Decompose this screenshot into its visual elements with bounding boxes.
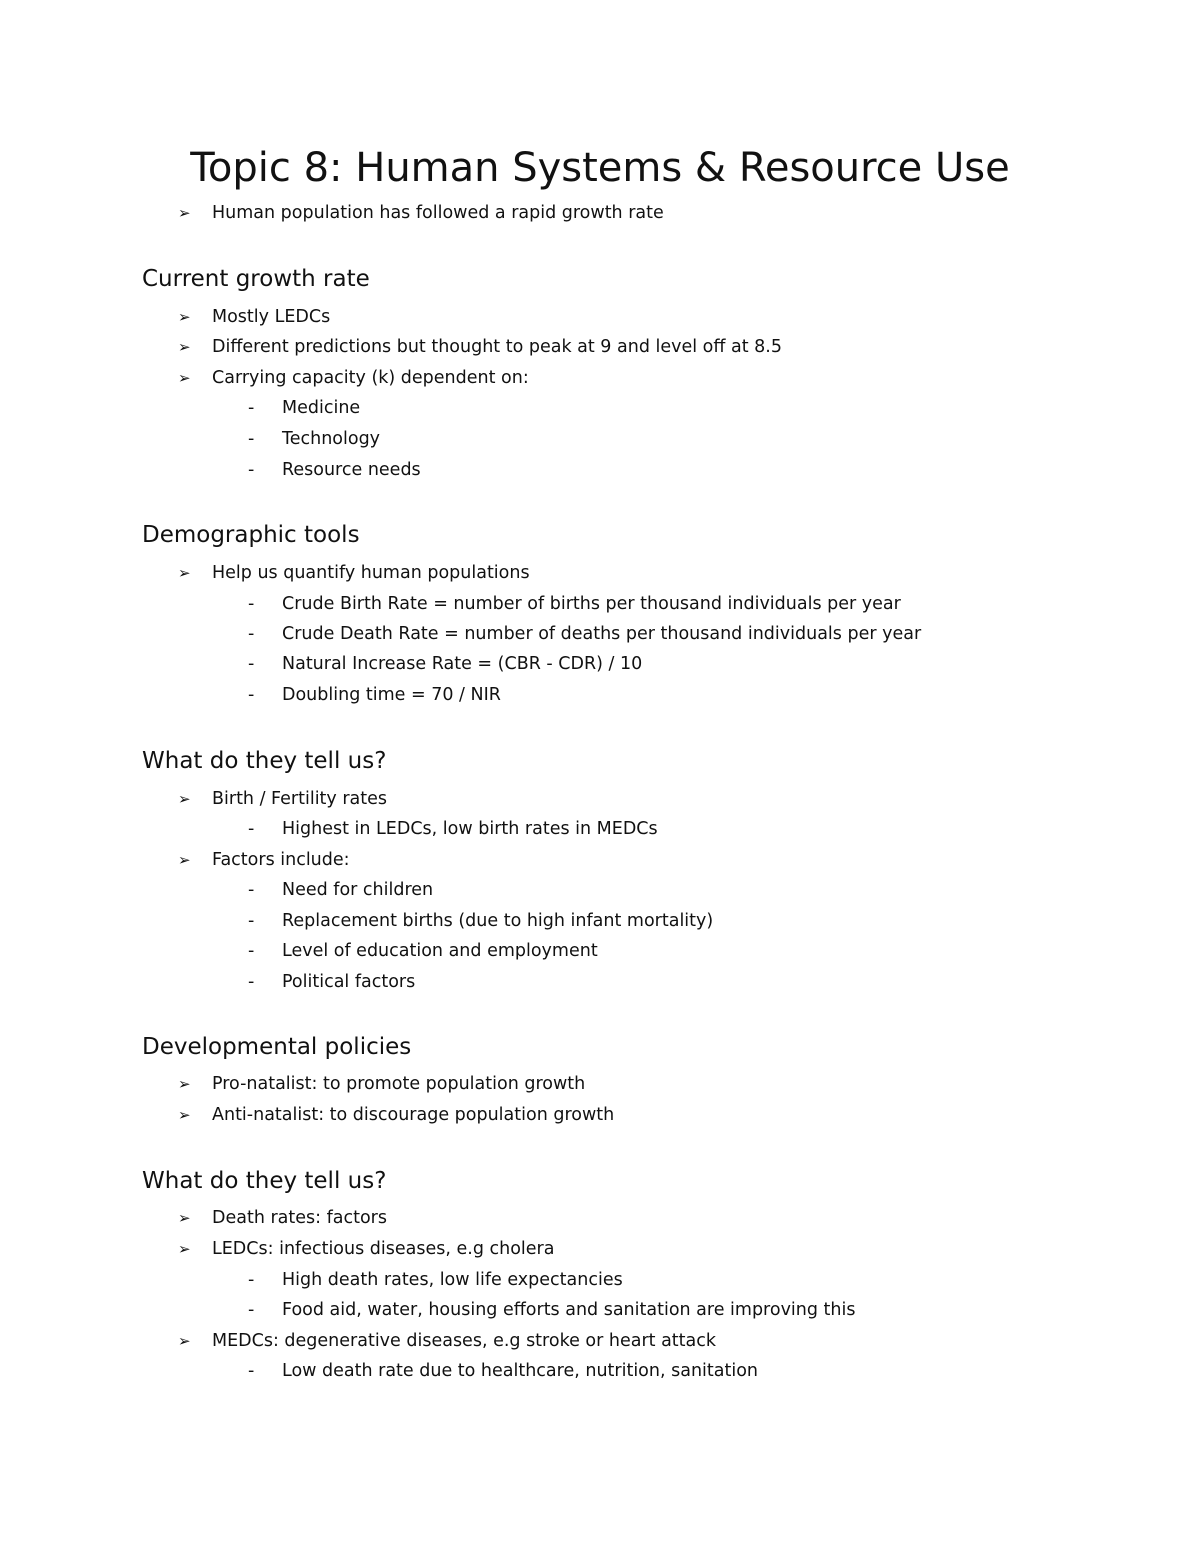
section-heading: Demographic tools bbox=[142, 522, 360, 548]
sub-bullet-text: Doubling time = 70 / NIR bbox=[282, 685, 501, 705]
sub-bullet-text: Crude Birth Rate = number of births per thousand individuals per year bbox=[282, 594, 901, 614]
arrow-bullet-icon: ➢ bbox=[178, 1075, 191, 1093]
arrow-bullet-icon: ➢ bbox=[178, 1106, 191, 1124]
dash-bullet-icon: - bbox=[248, 398, 255, 418]
sub-bullet-text: Technology bbox=[282, 429, 381, 449]
section-heading: Developmental policies bbox=[142, 1034, 412, 1060]
arrow-bullet-icon: ➢ bbox=[178, 790, 191, 808]
dash-bullet-icon: - bbox=[248, 1300, 255, 1320]
sub-bullet-text: Crude Death Rate = number of deaths per thousand individuals per year bbox=[282, 624, 922, 644]
sub-bullet-text: Medicine bbox=[282, 398, 361, 418]
dash-bullet-icon: - bbox=[248, 685, 255, 705]
bullet-text: MEDCs: degenerative diseases, e.g stroke or heart attack bbox=[212, 1331, 716, 1351]
bullet-text: Pro-natalist: to promote population growth bbox=[212, 1074, 586, 1094]
sub-bullet-text: Highest in LEDCs, low birth rates in MEDCs bbox=[282, 819, 658, 839]
section-heading: Current growth rate bbox=[142, 266, 370, 292]
arrow-bullet-icon: ➢ bbox=[178, 308, 191, 326]
page-title: Topic 8: Human Systems & Resource Use bbox=[190, 145, 1010, 191]
sub-bullet-text: Natural Increase Rate = (CBR - CDR) / 10 bbox=[282, 654, 643, 674]
dash-bullet-icon: - bbox=[248, 911, 255, 931]
bullet-text: Anti-natalist: to discourage population growth bbox=[212, 1105, 615, 1125]
arrow-bullet-icon: ➢ bbox=[178, 1209, 191, 1227]
sub-bullet-text: Replacement births (due to high infant mortality) bbox=[282, 911, 714, 931]
dash-bullet-icon: - bbox=[248, 460, 255, 480]
dash-bullet-icon: - bbox=[248, 972, 255, 992]
sub-bullet-text: Low death rate due to healthcare, nutrition, sanitation bbox=[282, 1361, 759, 1381]
arrow-bullet-icon: ➢ bbox=[178, 204, 191, 222]
bullet-text: Death rates: factors bbox=[212, 1208, 387, 1228]
arrow-bullet-icon: ➢ bbox=[178, 369, 191, 387]
sub-bullet-text: Level of education and employment bbox=[282, 941, 598, 961]
section-heading: What do they tell us? bbox=[142, 1168, 387, 1194]
arrow-bullet-icon: ➢ bbox=[178, 338, 191, 356]
bullet-text: Mostly LEDCs bbox=[212, 307, 331, 327]
dash-bullet-icon: - bbox=[248, 941, 255, 961]
dash-bullet-icon: - bbox=[248, 1270, 255, 1290]
sub-bullet-text: Need for children bbox=[282, 880, 434, 900]
bullet-text: Different predictions but thought to peak at 9 and level off at 8.5 bbox=[212, 337, 782, 357]
dash-bullet-icon: - bbox=[248, 429, 255, 449]
bullet-text: Help us quantify human populations bbox=[212, 563, 530, 583]
dash-bullet-icon: - bbox=[248, 654, 255, 674]
sub-bullet-text: High death rates, low life expectancies bbox=[282, 1270, 623, 1290]
sub-bullet-text: Political factors bbox=[282, 972, 416, 992]
dash-bullet-icon: - bbox=[248, 624, 255, 644]
section-heading: What do they tell us? bbox=[142, 748, 387, 774]
bullet-text: LEDCs: infectious diseases, e.g cholera bbox=[212, 1239, 555, 1259]
bullet-text: Carrying capacity (k) dependent on: bbox=[212, 368, 529, 388]
bullet-text: Factors include: bbox=[212, 850, 350, 870]
arrow-bullet-icon: ➢ bbox=[178, 564, 191, 582]
dash-bullet-icon: - bbox=[248, 1361, 255, 1381]
arrow-bullet-icon: ➢ bbox=[178, 1332, 191, 1350]
dash-bullet-icon: - bbox=[248, 819, 255, 839]
dash-bullet-icon: - bbox=[248, 880, 255, 900]
sub-bullet-text: Resource needs bbox=[282, 460, 421, 480]
arrow-bullet-icon: ➢ bbox=[178, 1240, 191, 1258]
sub-bullet-text: Food aid, water, housing efforts and sanitation are improving this bbox=[282, 1300, 856, 1320]
arrow-bullet-icon: ➢ bbox=[178, 851, 191, 869]
bullet-text: Birth / Fertility rates bbox=[212, 789, 387, 809]
bullet-text: Human population has followed a rapid growth rate bbox=[212, 203, 664, 223]
dash-bullet-icon: - bbox=[248, 594, 255, 614]
